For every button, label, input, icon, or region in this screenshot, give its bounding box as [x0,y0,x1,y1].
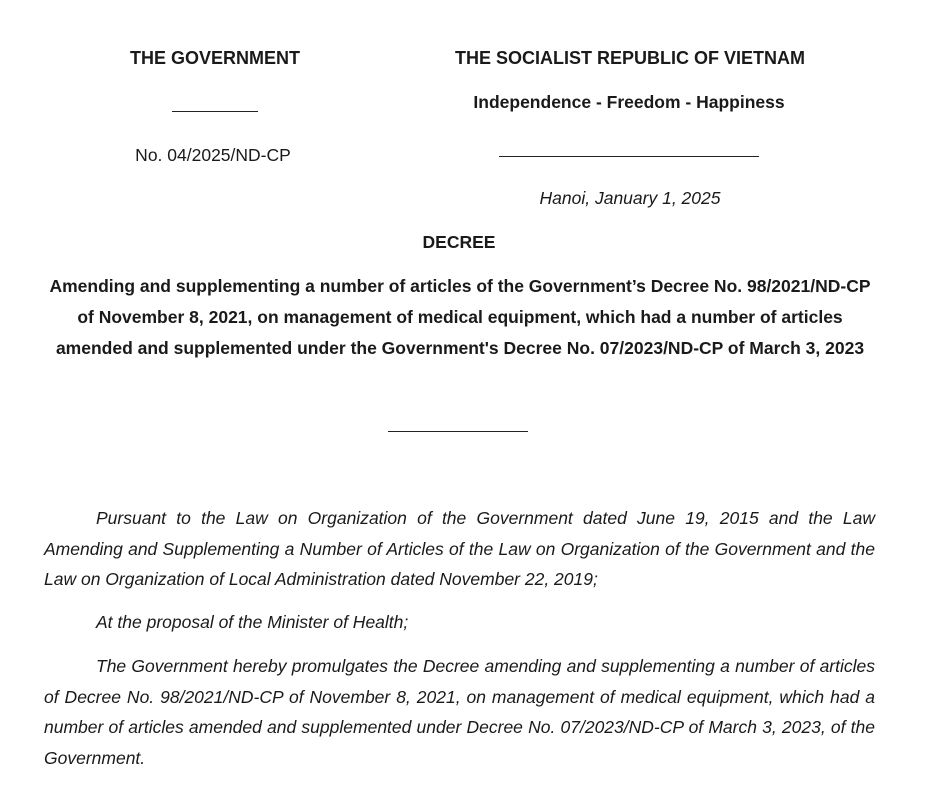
motto-underline [499,156,759,157]
decree-number: No. 04/2025/ND-CP [135,145,291,165]
preamble-legal-basis: Pursuant to the Law on Organization of the Government dated June 19, 2015 and the Law Amending and Supplementing a Number of Articles of the Law on Organization of the Government and the Law on Organization of Local Administration dated November 22, 2019; [44,508,875,589]
document-type: DECREE [422,232,496,252]
document-title: Amending and supplementing a number of articles of the Government’s Decree No. 98/2021/ND-CP of November 8, 2021, on management of medical equipment, which had a number of articles amended and supplemented under the Government's Decree No. 07/2023/ND-CP of March 3, 2023 [49,276,871,358]
place-date: Hanoi, January 1, 2025 [539,188,721,208]
title-underline [388,431,528,432]
preamble-proposal: At the proposal of the Minister of Health; [96,612,409,632]
issuer-underline [172,111,258,112]
preamble-promulgation: The Government hereby promulgates the Decree amending and supplementing a number of articles of Decree No. 98/2021/ND-CP of November 8, 2021, on management of medical equipment, which had a number of articles amended and supplemented under Decree No. 07/2023/ND-CP of March 3, 2023, of the Government. [44,656,875,768]
country-name: THE SOCIALIST REPUBLIC OF VIETNAM [454,48,806,68]
issuer-name: THE GOVERNMENT [129,48,301,68]
national-motto: Independence - Freedom - Happiness [473,92,785,112]
